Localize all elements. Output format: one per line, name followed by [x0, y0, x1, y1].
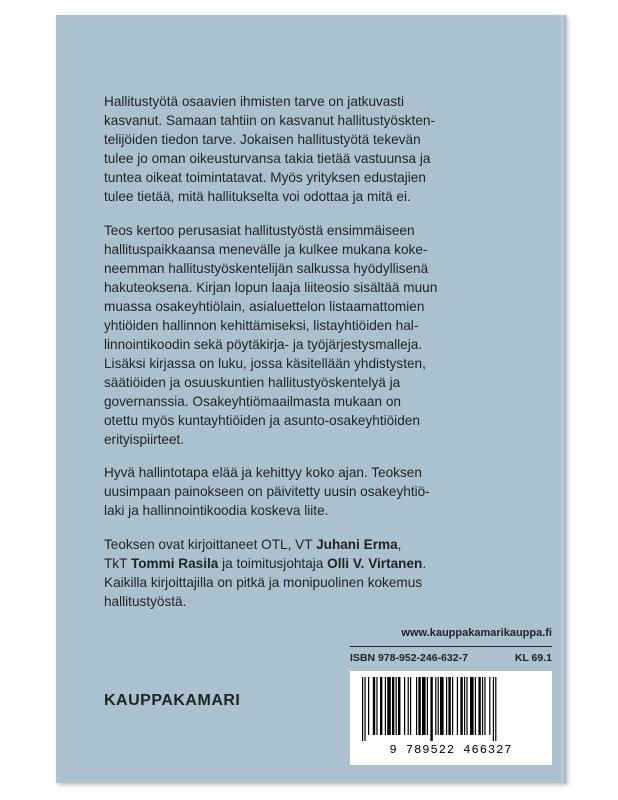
divider-line — [350, 646, 552, 647]
publisher-logo: KAUPPAKAMARI — [104, 692, 241, 709]
text-line: Kaikilla kirjoittajilla on pitkä ja monipuolinen kokemus — [104, 575, 423, 590]
barcode-bar — [470, 677, 474, 735]
barcode-bar — [457, 677, 458, 735]
barcode-bar — [460, 677, 462, 735]
text-line: tulee tietää, mitä hallitukselta voi odottaa ja mitä ei. — [104, 189, 411, 204]
barcode-bar — [478, 677, 480, 735]
text-line: governanssia. Osakeyhtiömaailmasta mukaan on — [104, 394, 401, 409]
text-line: hakuteoksena. Kirjan lopun laaja liiteosio sisältää muun — [104, 280, 438, 295]
barcode-bar — [396, 677, 397, 735]
barcode-bar — [495, 677, 496, 741]
barcode-bar — [489, 677, 490, 735]
paragraph-content — [104, 221, 504, 449]
barcode-bar — [493, 677, 494, 741]
barcode-bar — [452, 677, 453, 735]
author-name: Juhani Erma — [316, 537, 398, 552]
text-line: Lisäksi kirjassa on luku, jossa käsitellään yhdistysten, — [104, 356, 426, 371]
author-name: Olli V. Virtanen — [327, 556, 423, 571]
paragraph-authors — [104, 535, 504, 611]
barcode-bar — [464, 677, 465, 735]
text-line: Teos kertoo perusasiat hallitustyöstä ensimmäiseen — [104, 223, 415, 238]
text-line: säätiöiden ja osuuskuntien hallitustyöskentelyä ja — [104, 375, 401, 390]
text-line: hallitustyöstä. — [104, 594, 187, 609]
barcode-bar — [416, 677, 417, 735]
text-line: uusimpaan painokseen on päivitetty uusin osakeyhtiö- — [104, 484, 430, 499]
back-cover — [56, 15, 566, 783]
text-line: otettu myös kuntayhtiöiden ja asunto-osakeyhtiöiden — [104, 413, 420, 428]
text-line: laki ja hallinnointikoodia koskeva liite. — [104, 503, 329, 518]
barcode-bar — [466, 677, 467, 735]
barcode-bar — [484, 677, 485, 735]
paragraph-intro — [104, 92, 504, 206]
text-line: Hyvä hallintotapa elää ja kehittyy koko ajan. Teoksen — [104, 465, 422, 480]
barcode-bar — [448, 677, 450, 735]
barcode-bar — [410, 677, 411, 735]
text-segment: , — [397, 537, 402, 552]
barcode-digits: 9 789522 466327 — [389, 743, 513, 757]
text-line: erityispiirteet. — [104, 432, 185, 447]
barcode-bar — [430, 677, 432, 741]
paragraph-edition — [104, 463, 504, 520]
barcode-bar — [440, 677, 444, 735]
text-line: yhtiöiden hallinnon kehittämiseksi, listayhtiöiden hal- — [104, 318, 419, 333]
barcode-bar — [482, 677, 483, 735]
barcode-bar — [398, 677, 400, 735]
barcode — [350, 671, 552, 765]
barcode-bar — [418, 677, 420, 735]
text-segment: ja toimitusjohtaja — [218, 556, 328, 571]
barcode-bar — [408, 677, 409, 735]
text-line: telijöiden tiedon tarve. Jokaisen hallitustyötä tekevän — [104, 132, 421, 147]
text-line: linnointikoodin sekä pöytäkirja- ja työjärjestysmalleja. — [104, 337, 423, 352]
isbn-row — [350, 652, 552, 664]
text-line: tuntea oikeat toimintatavat. Myös yrityksen edustajien — [104, 170, 426, 185]
barcode-bar — [364, 677, 365, 741]
barcode-bar — [380, 677, 382, 735]
text-line — [104, 535, 504, 554]
publisher-url: www.kauppakamarikauppa.fi — [401, 627, 552, 639]
barcode-bar — [422, 677, 426, 735]
barcode-bar — [404, 677, 405, 735]
author-name: Tommi Rasila — [130, 556, 219, 571]
text-segment: . — [422, 556, 427, 571]
text-line: hallituspaikkaansa menevälle ja kulkee mukana koke- — [104, 242, 428, 257]
text-segment: TkT — [104, 556, 131, 571]
text-line: neemman hallitustyöskentelijän salkussa hyödyllisenä — [104, 261, 429, 276]
kl-class: KL 69.1 — [514, 652, 552, 664]
text-line: kasvanut. Samaan tahtiin on kasvanut hallitustyöskten- — [104, 113, 435, 128]
barcode-bar — [438, 677, 439, 735]
barcode-bar — [385, 677, 386, 735]
barcode-bar — [368, 677, 369, 735]
barcode-bar — [376, 677, 377, 735]
text-line: Hallitustyötä osaavien ihmisten tarve on jatkuvasti — [104, 94, 404, 109]
text-line: muassa osakeyhtiölain, asialuettelon listaamattomien — [104, 299, 425, 314]
barcode-bar — [362, 677, 363, 741]
barcode-bar — [392, 677, 394, 735]
isbn-number: ISBN 978-952-246-632-7 — [350, 652, 468, 664]
barcode-bar — [446, 677, 447, 735]
text-line — [104, 554, 504, 573]
barcode-bar — [427, 677, 428, 735]
barcode-bar — [435, 677, 436, 735]
barcode-bar — [373, 677, 375, 735]
barcode-bar — [475, 677, 476, 735]
barcode-bar — [387, 677, 391, 735]
barcode-bars — [362, 677, 540, 741]
text-line: tulee jo oman oikeusturvansa takia tietää vastuunsa ja — [104, 151, 431, 166]
cover-edge — [558, 15, 566, 783]
text-segment: Teoksen ovat kirjoittaneet OTL, VT — [104, 537, 317, 552]
